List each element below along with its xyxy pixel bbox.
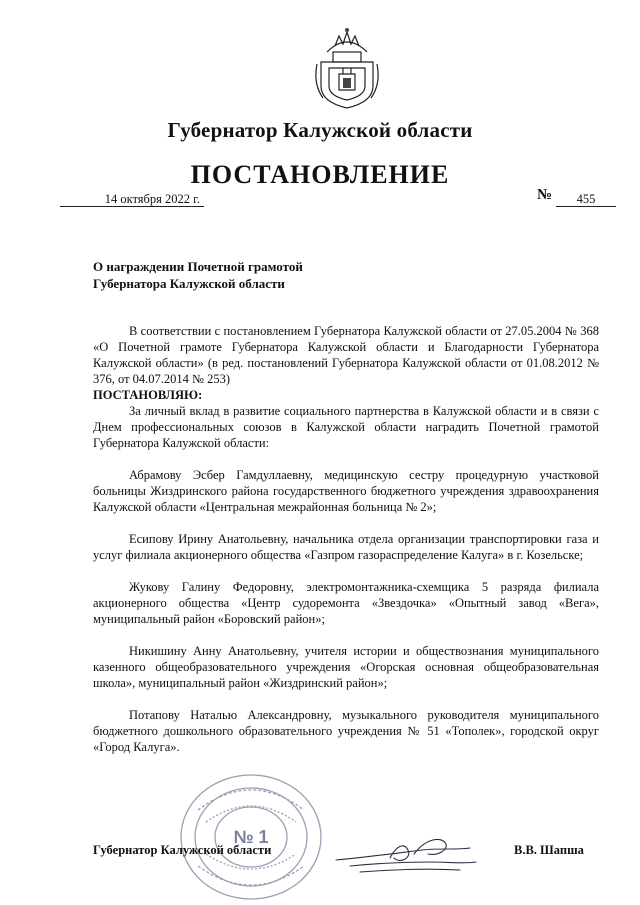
subject-line-1: О награждении Почетной грамотой xyxy=(93,259,303,274)
awardee-item: Абрамову Эсбер Гамдуллаевну, медицинскую сестру процедурную участковой больницы Жиздринского района государственного бюджетного учреждения здравоохранения Калужской области «Центральная межрайонная больница № 2»; xyxy=(93,468,599,514)
awardee-item: Никишину Анну Анатольевну, учителя истории и обществознания муниципального казенного общеобразовательного учреждения «Огорская основная общеобразовательная школа», муниципальный район «Жиздринский район»; xyxy=(93,644,599,690)
document-number: 455 xyxy=(556,192,616,207)
awardee-item: Есипову Ирину Анатольевну, начальника отдела организации транспортировки газа и услуг филиала акционерного общества «Газпром газораспределение Калуга» в г. Козельске; xyxy=(93,532,599,562)
signatory-name: В.В. Шапша xyxy=(514,843,584,857)
document-subject xyxy=(93,258,393,292)
number-sign: № xyxy=(537,187,553,203)
document-body xyxy=(93,323,599,755)
handwritten-signature xyxy=(330,828,480,878)
official-stamp xyxy=(176,770,326,904)
issuer-title: Губернатор Калужской области xyxy=(167,118,473,142)
decree-word: ПОСТАНОВЛЯЮ: xyxy=(93,388,203,402)
coat-of-arms-emblem xyxy=(313,24,381,110)
signatory-position: Губернатор Калужской области xyxy=(93,843,272,857)
award-intro-paragraph: За личный вклад в развитие социального партнерства в Калужской области и в связи с Днем профессиональных союзов в Калужской области наградить Почетной грамотой Губернатора Калужской области: xyxy=(93,404,599,450)
awardee-item: Жукову Галину Федоровну, электромонтажника-схемщика 5 разряда филиала акционерного общества «Центр судоремонта «Звездочка» «Опытный завод «Вега», муниципальный район «Боровский район»; xyxy=(93,580,599,626)
subject-line-2: Губернатора Калужской области xyxy=(93,276,285,291)
document-date: 14 октября 2022 г. xyxy=(60,192,204,207)
stamp-number: № 1 xyxy=(233,827,269,847)
preamble-paragraph: В соответствии с постановлением Губернатора Калужской области от 27.05.2004 № 368 «О Почетной грамоте Губернатора Калужской области и Благодарности Губернатора Калужской области» (в ред. постановлений Губернатора Калужской области от 01.08.2012 № 376, от 04.07.2014 № 253) xyxy=(93,324,599,386)
awardee-item: Потапову Наталью Александровну, музыкального руководителя муниципального бюджетного дошкольного образовательного учреждения № 51 «Тополек», городской округ «Город Калуга». xyxy=(93,708,599,754)
document-type-heading: ПОСТАНОВЛЕНИЕ xyxy=(190,160,450,189)
